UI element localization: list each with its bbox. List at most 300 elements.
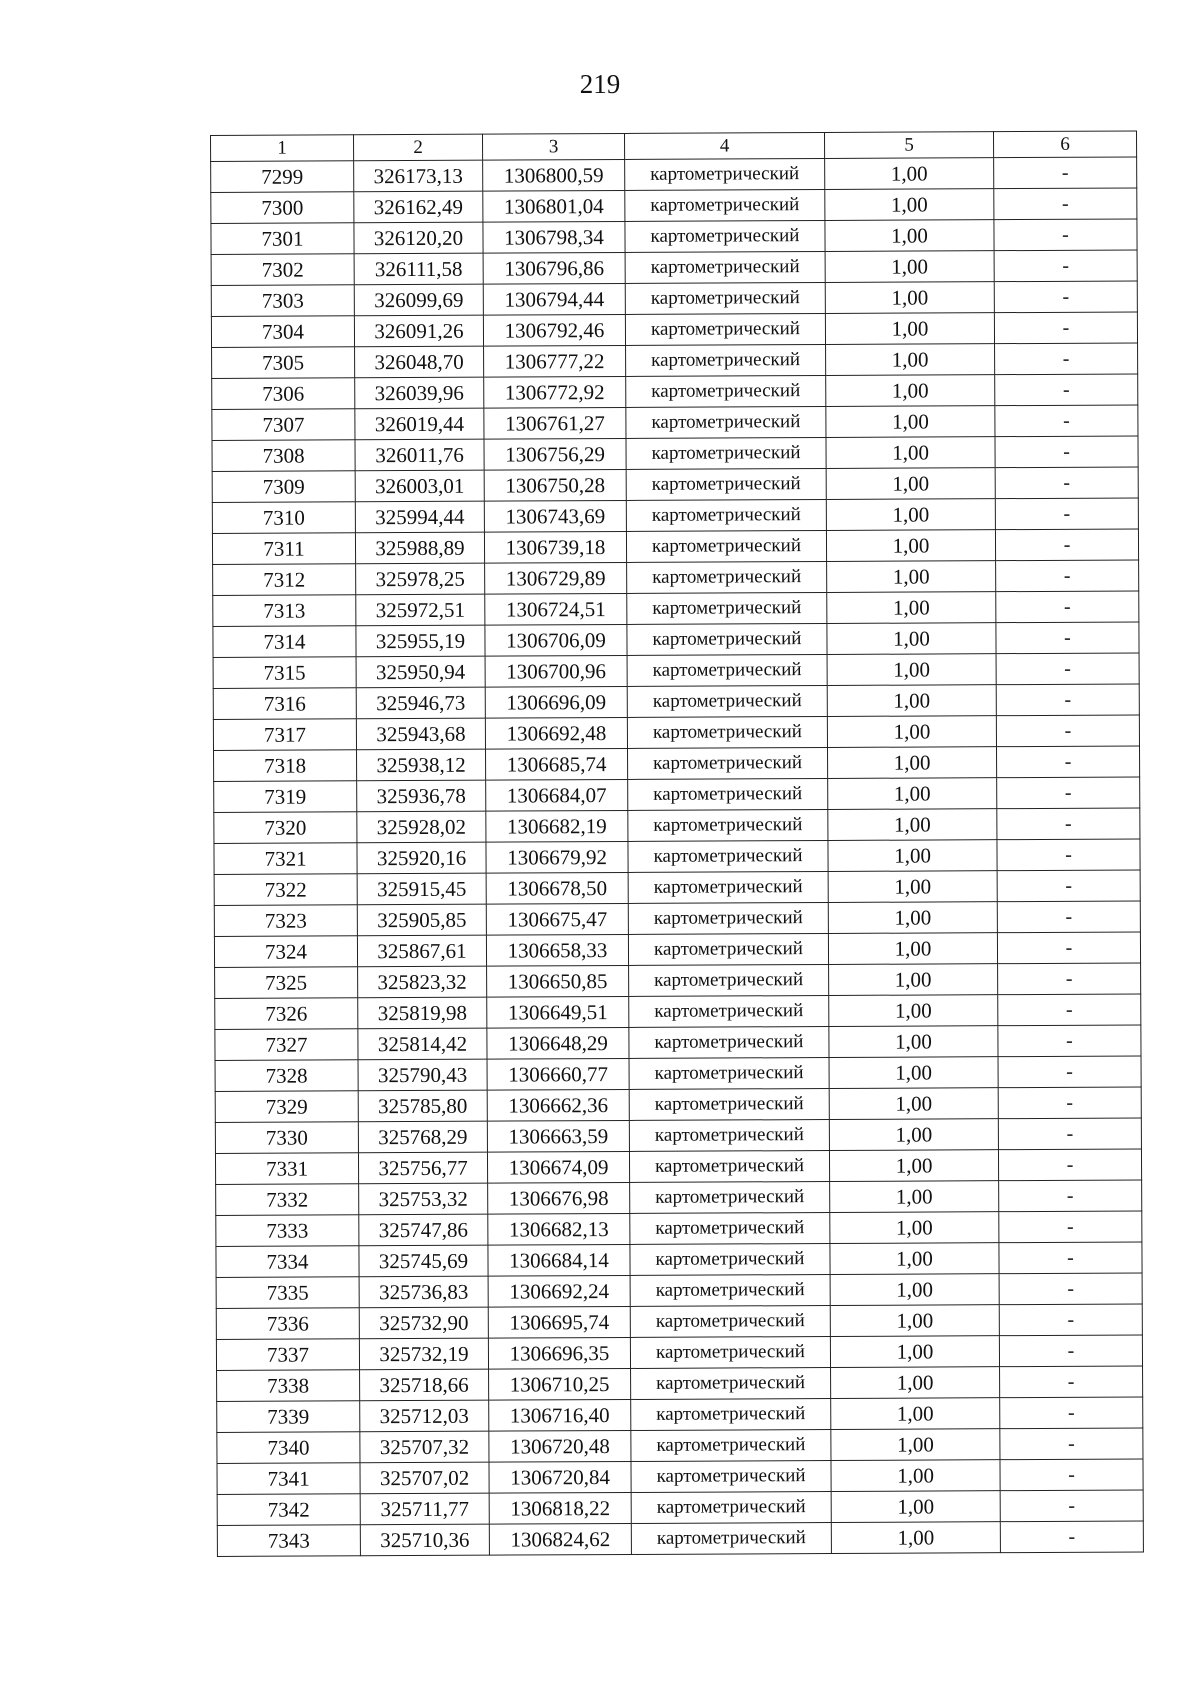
accuracy-cell: 1,00 — [827, 716, 996, 748]
method-cell: картометрический — [631, 1429, 831, 1461]
y-coordinate-cell: 1306662,36 — [487, 1089, 629, 1121]
y-coordinate-cell: 1306650,85 — [487, 965, 629, 997]
table-row — [215, 1149, 1141, 1185]
accuracy-cell: 1,00 — [825, 158, 994, 190]
method-cell: картометрический — [626, 344, 826, 376]
method-cell: картометрический — [628, 809, 828, 841]
table-row — [211, 157, 1137, 193]
x-coordinate-cell: 325955,19 — [356, 625, 485, 657]
accuracy-cell: 1,00 — [828, 933, 997, 965]
note-cell: - — [999, 1180, 1142, 1212]
point-number-cell: 7307 — [212, 409, 355, 441]
y-coordinate-cell: 1306716,40 — [489, 1399, 631, 1431]
x-coordinate-cell: 325994,44 — [355, 501, 484, 533]
y-coordinate-cell: 1306800,59 — [483, 159, 625, 191]
method-cell: картометрический — [628, 747, 828, 779]
x-coordinate-cell: 326173,13 — [354, 160, 483, 192]
note-cell: - — [996, 653, 1139, 685]
point-number-cell: 7324 — [214, 936, 357, 968]
table-row — [217, 1521, 1143, 1557]
x-coordinate-cell: 325711,77 — [360, 1493, 489, 1525]
point-number-cell: 7322 — [214, 874, 357, 906]
table-row — [214, 901, 1140, 937]
note-cell: - — [996, 591, 1139, 623]
column-header-6: 6 — [993, 131, 1136, 158]
point-number-cell: 7318 — [214, 750, 357, 782]
note-cell: - — [1000, 1397, 1143, 1429]
note-cell: - — [994, 281, 1137, 313]
y-coordinate-cell: 1306678,50 — [486, 872, 628, 904]
note-cell: - — [997, 870, 1140, 902]
method-cell: картометрический — [630, 1336, 830, 1368]
x-coordinate-cell: 325988,89 — [355, 532, 484, 564]
accuracy-cell: 1,00 — [831, 1491, 1000, 1523]
method-cell: картометрический — [626, 375, 826, 407]
table-row — [215, 1087, 1141, 1123]
accuracy-cell: 1,00 — [830, 1243, 999, 1275]
note-cell: - — [998, 963, 1141, 995]
point-number-cell: 7313 — [213, 595, 356, 627]
point-number-cell: 7316 — [213, 688, 356, 720]
point-number-cell: 7336 — [216, 1308, 359, 1340]
point-number-cell: 7332 — [216, 1184, 359, 1216]
point-number-cell: 7308 — [212, 440, 355, 472]
x-coordinate-cell: 325736,83 — [359, 1276, 488, 1308]
method-cell: картометрический — [626, 406, 826, 438]
accuracy-cell: 1,00 — [829, 1026, 998, 1058]
note-cell: - — [1000, 1490, 1143, 1522]
y-coordinate-cell: 1306649,51 — [487, 996, 629, 1028]
x-coordinate-cell: 325785,80 — [358, 1090, 487, 1122]
y-coordinate-cell: 1306696,09 — [485, 686, 627, 718]
point-number-cell: 7304 — [211, 316, 354, 348]
table-row — [217, 1397, 1143, 1433]
method-cell: картометрический — [626, 468, 826, 500]
note-cell: - — [999, 1211, 1142, 1243]
accuracy-cell: 1,00 — [831, 1429, 1000, 1461]
x-coordinate-cell: 326011,76 — [355, 439, 484, 471]
x-coordinate-cell: 325920,16 — [357, 842, 486, 874]
method-cell: картометрический — [627, 685, 827, 717]
point-number-cell: 7309 — [212, 471, 355, 503]
accuracy-cell: 1,00 — [831, 1522, 1000, 1554]
point-number-cell: 7325 — [215, 967, 358, 999]
table-row — [217, 1428, 1143, 1464]
y-coordinate-cell: 1306648,29 — [487, 1027, 629, 1059]
accuracy-cell: 1,00 — [830, 1305, 999, 1337]
method-cell: картометрический — [628, 933, 828, 965]
column-header-4: 4 — [624, 132, 824, 159]
x-coordinate-cell: 326039,96 — [355, 377, 484, 409]
table-row — [216, 1180, 1142, 1216]
column-header-1: 1 — [211, 135, 354, 162]
accuracy-cell: 1,00 — [829, 1088, 998, 1120]
table-row — [216, 1335, 1142, 1371]
method-cell: картометрический — [631, 1522, 831, 1554]
note-cell: - — [995, 529, 1138, 561]
table-row — [214, 870, 1140, 906]
point-number-cell: 7303 — [211, 285, 354, 317]
note-cell: - — [994, 312, 1137, 344]
x-coordinate-cell: 325978,25 — [356, 563, 485, 595]
method-cell: картометрический — [631, 1491, 831, 1523]
y-coordinate-cell: 1306794,44 — [483, 283, 625, 315]
table-row — [213, 715, 1139, 751]
method-cell: картометрический — [628, 840, 828, 872]
table-row — [216, 1211, 1142, 1247]
accuracy-cell: 1,00 — [830, 1212, 999, 1244]
y-coordinate-cell: 1306674,09 — [487, 1151, 629, 1183]
note-cell: - — [994, 188, 1137, 220]
note-cell: - — [997, 777, 1140, 809]
note-cell: - — [994, 250, 1137, 282]
table-row — [212, 467, 1138, 503]
method-cell: картометрический — [625, 282, 825, 314]
table-row — [214, 777, 1140, 813]
table-row — [212, 498, 1138, 534]
note-cell: - — [998, 1149, 1141, 1181]
table-body — [211, 157, 1144, 1557]
x-coordinate-cell: 325936,78 — [357, 780, 486, 812]
method-cell: картометрический — [626, 530, 826, 562]
point-number-cell: 7317 — [213, 719, 356, 751]
note-cell: - — [997, 901, 1140, 933]
point-number-cell: 7323 — [214, 905, 357, 937]
table-row — [213, 684, 1139, 720]
note-cell: - — [999, 1242, 1142, 1274]
accuracy-cell: 1,00 — [830, 1336, 999, 1368]
table-row — [216, 1242, 1142, 1278]
y-coordinate-cell: 1306720,84 — [489, 1461, 631, 1493]
page-number: 219 — [579, 69, 621, 99]
table-row — [213, 560, 1139, 596]
note-cell: - — [999, 1273, 1142, 1305]
note-cell: - — [996, 684, 1139, 716]
table-row — [211, 219, 1137, 255]
x-coordinate-cell: 325823,32 — [358, 966, 487, 998]
note-cell: - — [995, 467, 1138, 499]
method-cell: картометрический — [630, 1243, 830, 1275]
method-cell: картометрический — [629, 1088, 829, 1120]
x-coordinate-cell: 325710,36 — [360, 1524, 489, 1556]
point-number-cell: 7319 — [214, 781, 357, 813]
x-coordinate-cell: 325928,02 — [357, 811, 486, 843]
point-number-cell: 7330 — [215, 1122, 358, 1154]
point-number-cell: 7312 — [213, 564, 356, 596]
y-coordinate-cell: 1306700,96 — [485, 655, 627, 687]
y-coordinate-cell: 1306761,27 — [484, 407, 626, 439]
y-coordinate-cell: 1306695,74 — [488, 1306, 630, 1338]
accuracy-cell: 1,00 — [830, 1181, 999, 1213]
note-cell: - — [996, 622, 1139, 654]
y-coordinate-cell: 1306750,28 — [484, 469, 626, 501]
table-row — [213, 622, 1139, 658]
accuracy-cell: 1,00 — [825, 189, 994, 221]
point-number-cell: 7310 — [212, 502, 355, 534]
table-row — [214, 839, 1140, 875]
accuracy-cell: 1,00 — [826, 406, 995, 438]
y-coordinate-cell: 1306682,13 — [488, 1213, 630, 1245]
x-coordinate-cell: 325732,19 — [359, 1338, 488, 1370]
point-number-cell: 7338 — [217, 1370, 360, 1402]
y-coordinate-cell: 1306720,48 — [489, 1430, 631, 1462]
note-cell: - — [1000, 1366, 1143, 1398]
x-coordinate-cell: 325819,98 — [358, 997, 487, 1029]
note-cell: - — [999, 1335, 1142, 1367]
column-header-3: 3 — [482, 133, 624, 160]
y-coordinate-cell: 1306739,18 — [484, 531, 626, 563]
point-number-cell: 7314 — [213, 626, 356, 658]
note-cell: - — [995, 436, 1138, 468]
y-coordinate-cell: 1306777,22 — [484, 345, 626, 377]
table-row — [212, 529, 1138, 565]
y-coordinate-cell: 1306724,51 — [485, 593, 627, 625]
point-number-cell: 7331 — [215, 1153, 358, 1185]
x-coordinate-cell: 325938,12 — [357, 749, 486, 781]
x-coordinate-cell: 325814,42 — [358, 1028, 487, 1060]
x-coordinate-cell: 325915,45 — [357, 873, 486, 905]
method-cell: картометрический — [625, 158, 825, 190]
note-cell: - — [998, 994, 1141, 1026]
accuracy-cell: 1,00 — [826, 530, 995, 562]
accuracy-cell: 1,00 — [827, 654, 996, 686]
y-coordinate-cell: 1306801,04 — [483, 190, 625, 222]
column-header-5: 5 — [824, 132, 993, 159]
method-cell: картометрический — [628, 871, 828, 903]
accuracy-cell: 1,00 — [825, 251, 994, 283]
method-cell: картометрический — [625, 313, 825, 345]
note-cell: - — [996, 560, 1139, 592]
x-coordinate-cell: 325905,85 — [357, 904, 486, 936]
method-cell: картометрический — [626, 499, 826, 531]
note-cell: - — [995, 374, 1138, 406]
accuracy-cell: 1,00 — [828, 809, 997, 841]
coordinates-table — [210, 130, 1144, 1557]
note-cell: - — [999, 1304, 1142, 1336]
table-row — [213, 591, 1139, 627]
method-cell: картометрический — [630, 1274, 830, 1306]
table-row — [217, 1490, 1143, 1526]
accuracy-cell: 1,00 — [828, 871, 997, 903]
accuracy-cell: 1,00 — [827, 561, 996, 593]
note-cell: - — [997, 839, 1140, 871]
accuracy-cell: 1,00 — [831, 1367, 1000, 1399]
point-number-cell: 7315 — [213, 657, 356, 689]
note-cell: - — [996, 715, 1139, 747]
table-row — [213, 653, 1139, 689]
x-coordinate-cell: 325867,61 — [357, 935, 486, 967]
y-coordinate-cell: 1306684,07 — [486, 779, 628, 811]
y-coordinate-cell: 1306658,33 — [486, 934, 628, 966]
table-row — [215, 994, 1141, 1030]
method-cell: картометрический — [625, 220, 825, 252]
method-cell: картометрический — [627, 716, 827, 748]
method-cell: картометрический — [625, 189, 825, 221]
note-cell: - — [1000, 1521, 1143, 1553]
point-number-cell: 7311 — [212, 533, 355, 565]
y-coordinate-cell: 1306682,19 — [486, 810, 628, 842]
x-coordinate-cell: 326120,20 — [354, 222, 483, 254]
accuracy-cell: 1,00 — [827, 685, 996, 717]
accuracy-cell: 1,00 — [825, 220, 994, 252]
y-coordinate-cell: 1306696,35 — [488, 1337, 630, 1369]
point-number-cell: 7333 — [216, 1215, 359, 1247]
y-coordinate-cell: 1306660,77 — [487, 1058, 629, 1090]
method-cell: картометрический — [630, 1305, 830, 1337]
y-coordinate-cell: 1306796,86 — [483, 252, 625, 284]
y-coordinate-cell: 1306772,92 — [484, 376, 626, 408]
x-coordinate-cell: 325943,68 — [356, 718, 485, 750]
point-number-cell: 7321 — [214, 843, 357, 875]
point-number-cell: 7337 — [216, 1339, 359, 1371]
accuracy-cell: 1,00 — [828, 778, 997, 810]
y-coordinate-cell: 1306685,74 — [486, 748, 628, 780]
accuracy-cell: 1,00 — [831, 1460, 1000, 1492]
table-row — [216, 1273, 1142, 1309]
table-row — [215, 1025, 1141, 1061]
x-coordinate-cell: 325707,32 — [360, 1431, 489, 1463]
y-coordinate-cell: 1306663,59 — [487, 1120, 629, 1152]
note-cell: - — [998, 1118, 1141, 1150]
method-cell: картометрический — [631, 1398, 831, 1430]
table-row — [211, 312, 1137, 348]
note-cell: - — [994, 219, 1137, 251]
point-number-cell: 7300 — [211, 192, 354, 224]
point-number-cell: 7329 — [215, 1091, 358, 1123]
method-cell: картометрический — [629, 1150, 829, 1182]
accuracy-cell: 1,00 — [827, 592, 996, 624]
table-row — [214, 746, 1140, 782]
point-number-cell: 7341 — [217, 1463, 360, 1495]
method-cell: картометрический — [626, 437, 826, 469]
x-coordinate-cell: 325732,90 — [359, 1307, 488, 1339]
table-row — [211, 188, 1137, 224]
point-number-cell: 7326 — [215, 998, 358, 1030]
x-coordinate-cell: 325747,86 — [359, 1214, 488, 1246]
note-cell: - — [994, 157, 1137, 189]
table-row — [214, 932, 1140, 968]
x-coordinate-cell: 325950,94 — [356, 656, 485, 688]
x-coordinate-cell: 326099,69 — [354, 284, 483, 316]
point-number-cell: 7335 — [216, 1277, 359, 1309]
x-coordinate-cell: 326003,01 — [355, 470, 484, 502]
y-coordinate-cell: 1306706,09 — [485, 624, 627, 656]
method-cell: картометрический — [627, 623, 827, 655]
table-row — [212, 374, 1138, 410]
method-cell: картометрический — [628, 778, 828, 810]
note-cell: - — [998, 1025, 1141, 1057]
accuracy-cell: 1,00 — [826, 437, 995, 469]
x-coordinate-cell: 326048,70 — [355, 346, 484, 378]
x-coordinate-cell: 326091,26 — [354, 315, 483, 347]
table-row — [215, 1056, 1141, 1092]
x-coordinate-cell: 325790,43 — [358, 1059, 487, 1091]
y-coordinate-cell: 1306818,22 — [489, 1492, 631, 1524]
table-row — [215, 1118, 1141, 1154]
x-coordinate-cell: 326162,49 — [354, 191, 483, 223]
method-cell: картометрический — [627, 592, 827, 624]
accuracy-cell: 1,00 — [826, 468, 995, 500]
point-number-cell: 7340 — [217, 1432, 360, 1464]
accuracy-cell: 1,00 — [830, 1274, 999, 1306]
note-cell: - — [997, 932, 1140, 964]
point-number-cell: 7320 — [214, 812, 357, 844]
method-cell: картометрический — [629, 1057, 829, 1089]
note-cell: - — [1000, 1428, 1143, 1460]
table-row — [212, 405, 1138, 441]
note-cell: - — [995, 343, 1138, 375]
y-coordinate-cell: 1306743,69 — [484, 500, 626, 532]
table-row — [211, 281, 1137, 317]
x-coordinate-cell: 325946,73 — [356, 687, 485, 719]
x-coordinate-cell: 325768,29 — [358, 1121, 487, 1153]
y-coordinate-cell: 1306824,62 — [489, 1523, 631, 1555]
point-number-cell: 7302 — [211, 254, 354, 286]
accuracy-cell: 1,00 — [825, 282, 994, 314]
x-coordinate-cell: 326019,44 — [355, 408, 484, 440]
note-cell: - — [997, 808, 1140, 840]
method-cell: картометрический — [627, 654, 827, 686]
method-cell: картометрический — [627, 561, 827, 593]
point-number-cell: 7342 — [217, 1494, 360, 1526]
accuracy-cell: 1,00 — [826, 344, 995, 376]
table-row — [216, 1304, 1142, 1340]
accuracy-cell: 1,00 — [828, 840, 997, 872]
column-header-2: 2 — [354, 134, 483, 161]
accuracy-cell: 1,00 — [827, 623, 996, 655]
note-cell: - — [1000, 1459, 1143, 1491]
y-coordinate-cell: 1306798,34 — [483, 221, 625, 253]
accuracy-cell: 1,00 — [826, 499, 995, 531]
method-cell: картометрический — [630, 1212, 830, 1244]
y-coordinate-cell: 1306675,47 — [486, 903, 628, 935]
point-number-cell: 7305 — [212, 347, 355, 379]
point-number-cell: 7343 — [217, 1525, 360, 1557]
table-row — [214, 808, 1140, 844]
accuracy-cell: 1,00 — [831, 1398, 1000, 1430]
point-number-cell: 7334 — [216, 1246, 359, 1278]
y-coordinate-cell: 1306729,89 — [485, 562, 627, 594]
point-number-cell: 7299 — [211, 161, 354, 193]
table-row — [211, 250, 1137, 286]
accuracy-cell: 1,00 — [828, 902, 997, 934]
x-coordinate-cell: 325712,03 — [360, 1400, 489, 1432]
accuracy-cell: 1,00 — [829, 1119, 998, 1151]
method-cell: картометрический — [631, 1460, 831, 1492]
x-coordinate-cell: 325718,66 — [360, 1369, 489, 1401]
y-coordinate-cell: 1306692,48 — [485, 717, 627, 749]
accuracy-cell: 1,00 — [829, 1150, 998, 1182]
y-coordinate-cell: 1306792,46 — [483, 314, 625, 346]
y-coordinate-cell: 1306710,25 — [489, 1368, 631, 1400]
table-row — [212, 436, 1138, 472]
table-row — [217, 1366, 1143, 1402]
method-cell: картометрический — [630, 1181, 830, 1213]
method-cell: картометрический — [628, 902, 828, 934]
note-cell: - — [998, 1087, 1141, 1119]
method-cell: картометрический — [629, 1119, 829, 1151]
point-number-cell: 7306 — [212, 378, 355, 410]
accuracy-cell: 1,00 — [829, 964, 998, 996]
note-cell: - — [995, 498, 1138, 530]
y-coordinate-cell: 1306756,29 — [484, 438, 626, 470]
point-number-cell: 7328 — [215, 1060, 358, 1092]
accuracy-cell: 1,00 — [829, 1057, 998, 1089]
method-cell: картометрический — [629, 995, 829, 1027]
accuracy-cell: 1,00 — [826, 375, 995, 407]
y-coordinate-cell: 1306692,24 — [488, 1275, 630, 1307]
accuracy-cell: 1,00 — [825, 313, 994, 345]
